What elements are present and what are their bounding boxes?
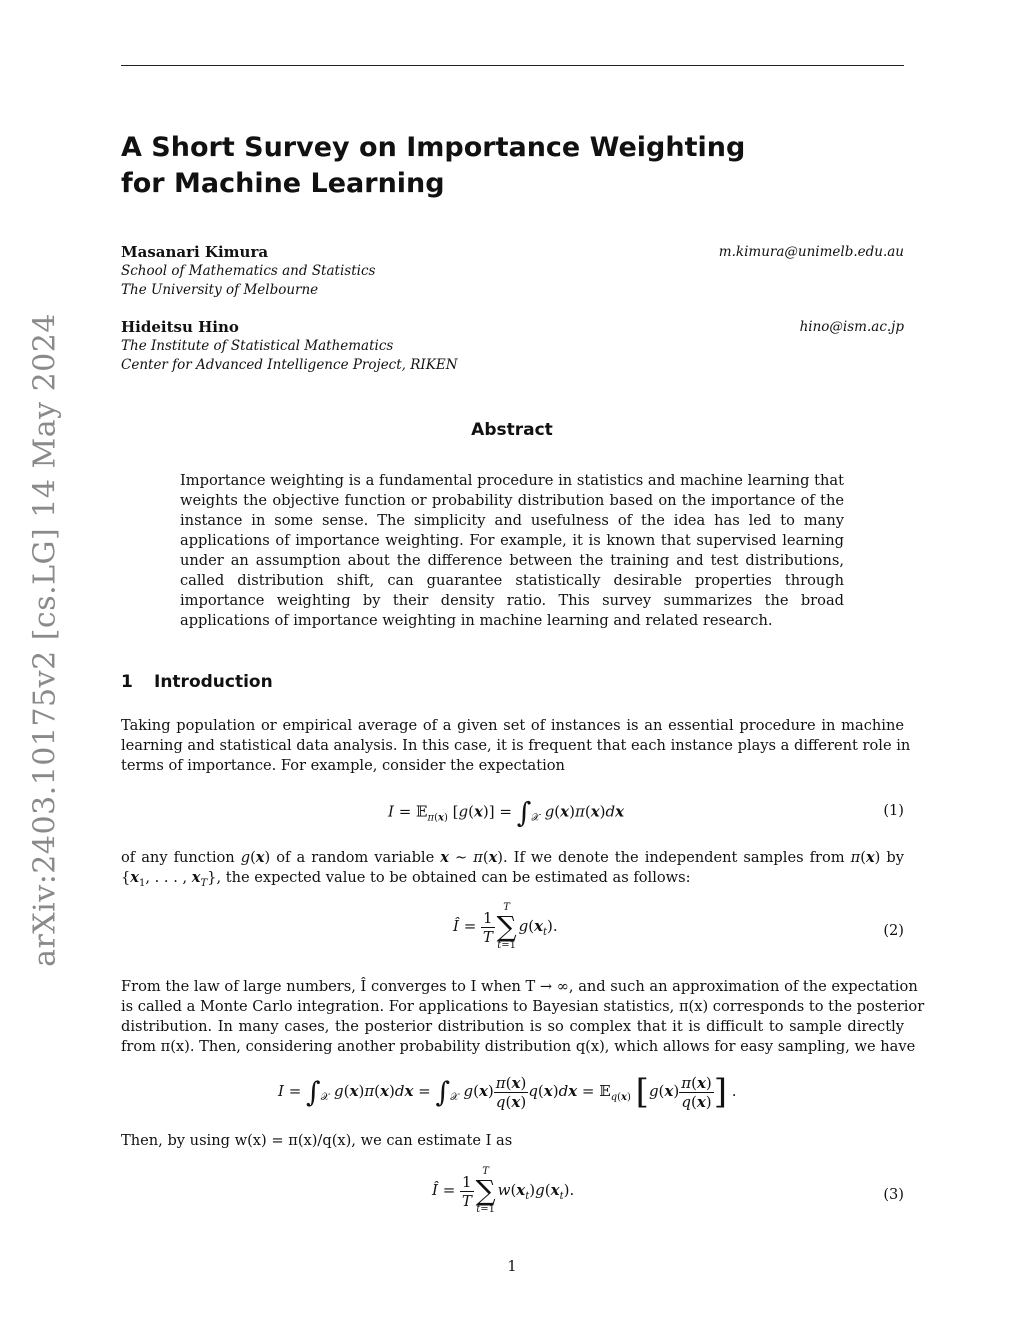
paragraph-line: of any function g(x) of a random variable x ∼ π(x). If we denote the independent samples from π(x) by	[121, 849, 904, 866]
title-line-1: A Short Survey on Importance Weighting	[121, 132, 746, 163]
author-affiliation: The University of Melbourne	[121, 282, 319, 298]
equation-importance-identity	[121, 1072, 904, 1118]
paragraph-line: is called a Monte Carlo integration. For applications to Bayesian statistics, π(x) corresponds to the posterior	[121, 998, 925, 1015]
author-email[interactable]: m.kimura@unimelb.edu.au	[718, 244, 904, 260]
author-email[interactable]: hino@ism.ac.jp	[799, 319, 904, 335]
section-number: 1	[121, 672, 133, 692]
abstract-heading: Abstract	[471, 420, 553, 440]
author-affiliation: Center for Advanced Intelligence Project, RIKEN	[121, 357, 458, 373]
author-block-1	[121, 243, 904, 300]
paragraph-line: {$x_1$, . . . , $x_T$}, the expected value to be obtained can be estimated as follows:	[121, 869, 691, 889]
page-number: 1	[507, 1258, 517, 1275]
equation-2	[121, 902, 904, 958]
equation-3	[121, 1166, 904, 1222]
paragraph	[121, 848, 904, 894]
equation-number: (3)	[883, 1186, 904, 1203]
paragraph-line: terms of importance. For example, consider the expectation	[121, 757, 565, 774]
section-title: Introduction	[154, 672, 273, 692]
paper-title	[121, 130, 746, 202]
author-name: Hideitsu Hino	[121, 318, 239, 336]
equation-body: I = 𝔼$_{\pi(x)}$ $[g(x)] = \int_𝒳$ g(x)π(x)dx	[388, 796, 625, 829]
paragraph-line: learning and statistical data analysis. In this case, it is frequent that each instance plays a different role in	[121, 737, 911, 754]
paragraph-line: From the law of large numbers, Î converges to I when T → ∞, and such an approximation of the expectation	[121, 978, 918, 995]
author-affiliation: The Institute of Statistical Mathematics	[121, 338, 394, 354]
author-block-2	[121, 318, 904, 375]
equation-number: (2)	[883, 922, 904, 939]
section-heading	[121, 672, 273, 692]
arxiv-watermark: arXiv:2403.10175v2 [cs.LG] 14 May 2024	[27, 313, 63, 967]
paragraph-line: distribution. In many cases, the posterior distribution is so complex that it is difficult to sample directly	[121, 1018, 904, 1035]
abstract-text: Importance weighting is a fundamental procedure in statistics and machine learning that weights the objective function or probability distribution based on the importance of the instance in some sense. The simplicity and usefulness of the idea has led to many applications of importance weighting. For example, it is known that supervised learning under an assumption about the difference between the training and test distributions, called distribution shift, can guarantee statistically desirable properties through importance weighting by their density ratio. This survey summarizes the broad applications of importance weighting in machine learning and related research.	[180, 472, 844, 629]
title-line-2: for Machine Learning	[121, 168, 445, 199]
paragraph-line: Then, by using w(x) = π(x)/q(x), we can estimate I as	[121, 1132, 513, 1149]
equation-number: (1)	[883, 802, 904, 819]
top-rule	[121, 65, 904, 66]
paragraph	[121, 716, 911, 776]
paragraph-line: from π(x). Then, considering another probability distribution q(x), which allows for easy sampling, we have	[121, 1038, 916, 1055]
equation-body: Î = $\frac{1}{T}$ T ∑ t=1 $g(x_t)$.	[453, 902, 558, 951]
paragraph	[121, 1131, 904, 1151]
paragraph	[121, 977, 925, 1057]
equation-body: Î = $\frac{1}{T}$ T ∑ t=1 $w(x_t)g(x_t)$.	[432, 1166, 575, 1215]
author-affiliation: School of Mathematics and Statistics	[121, 263, 376, 279]
paragraph-line: Taking population or empirical average of a given set of instances is an essential procedure in machine	[121, 717, 904, 734]
author-name: Masanari Kimura	[121, 243, 269, 261]
equation-1	[121, 796, 904, 830]
equation-body: $I = \int_𝒳$ $g(x)\pi(x)dx = \int_𝒳$ g(x) $\frac{\pi(x)}{q(x)}$ q(x)dx = 𝔼$_{q(x)}$ [g(x) $\frac{\pi(x)}{q(x)}$ ] .	[278, 1072, 737, 1112]
